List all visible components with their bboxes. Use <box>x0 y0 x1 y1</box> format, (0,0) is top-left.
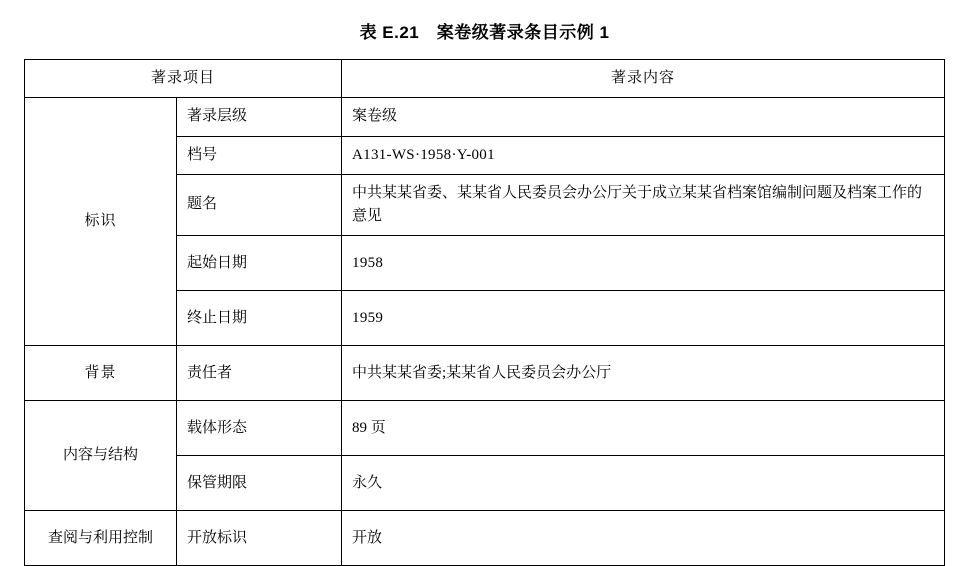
row-label: 题名 <box>177 174 342 236</box>
row-label: 保管期限 <box>177 456 342 511</box>
row-label: 档号 <box>177 136 342 174</box>
group-label-identity: 标识 <box>25 98 177 346</box>
row-label: 著录层级 <box>177 98 342 136</box>
row-label: 起始日期 <box>177 236 342 291</box>
group-label-background: 背景 <box>25 346 177 401</box>
group-label-access-control: 查阅与利用控制 <box>25 511 177 566</box>
table-row <box>25 346 945 401</box>
row-value: 89 页 <box>342 401 945 456</box>
table-caption-text: 表 E.21 案卷级著录条目示例 1 <box>359 23 610 42</box>
row-label: 责任者 <box>177 346 342 401</box>
group-label-content-structure: 内容与结构 <box>25 401 177 511</box>
row-value: 1959 <box>342 291 945 346</box>
table-row <box>25 98 945 136</box>
row-label: 开放标识 <box>177 511 342 566</box>
row-value: 案卷级 <box>342 98 945 136</box>
column-header-content: 著录内容 <box>342 60 945 98</box>
table-header-row <box>25 60 945 98</box>
row-value: 中共某某省委、某某省人民委员会办公厅关于成立某某省档案馆编制问题及档案工作的意见 <box>342 174 945 236</box>
column-header-item: 著录项目 <box>25 60 342 98</box>
row-label: 载体形态 <box>177 401 342 456</box>
row-value: 中共某某省委;某某省人民委员会办公厅 <box>342 346 945 401</box>
row-value: 1958 <box>342 236 945 291</box>
row-value: 开放 <box>342 511 945 566</box>
table-row <box>25 401 945 456</box>
table-row <box>25 511 945 566</box>
row-label: 终止日期 <box>177 291 342 346</box>
table-caption <box>0 0 969 59</box>
row-value: A131-WS·1958·Y-001 <box>342 136 945 174</box>
row-value: 永久 <box>342 456 945 511</box>
